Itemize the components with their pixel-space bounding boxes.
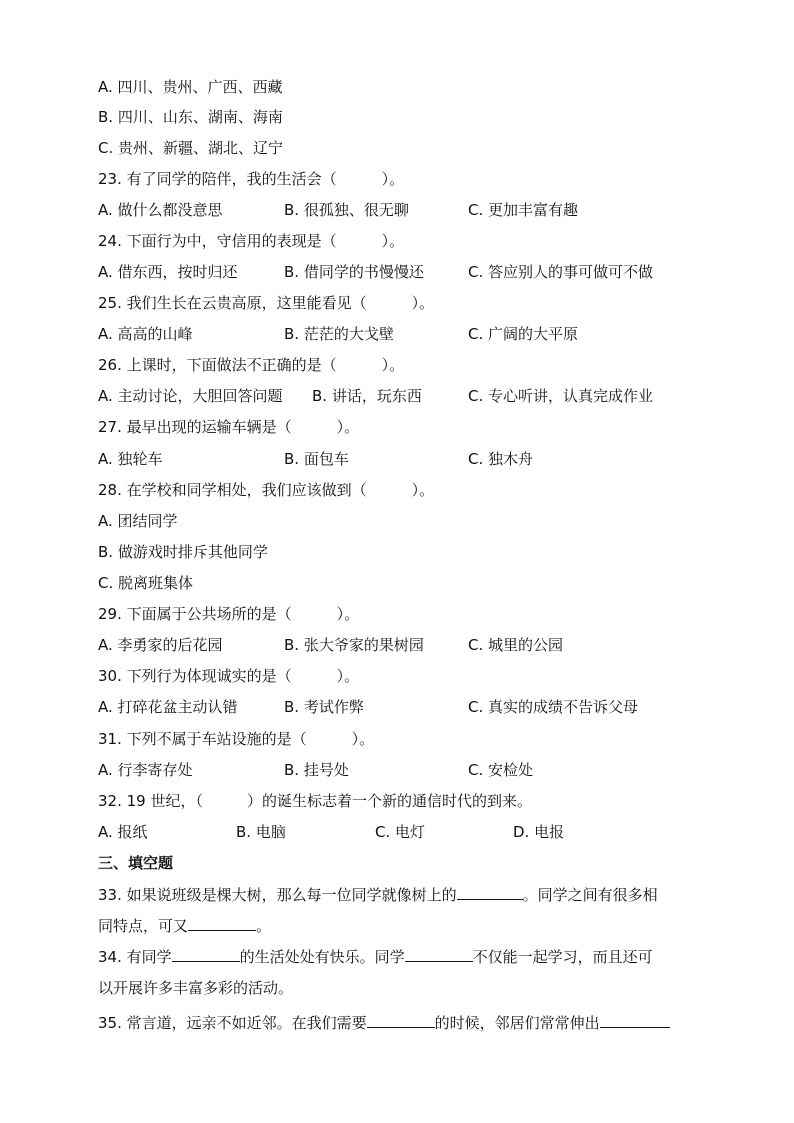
q32-option-b: B. 电脑: [236, 823, 286, 841]
q30-option-a: A. 打碎花盆主动认错: [98, 698, 238, 716]
q33-line1: [98, 885, 698, 905]
q34-text-3: 不仅能一起学习，而且还可: [472, 948, 653, 966]
q34-blank-2[interactable]: [405, 947, 473, 962]
q24-option-a: A. 借东西，按时归还: [98, 263, 238, 281]
q23-option-a: A. 做什么都没意思: [98, 201, 223, 219]
q34-blank-1[interactable]: [172, 947, 240, 962]
q25-option-b: B. 茫茫的大戈壁: [284, 325, 394, 343]
q35-blank-1[interactable]: [367, 1013, 435, 1028]
q35-text-1: 35. 常言道，远亲不如近邻。在我们需要: [98, 1014, 367, 1032]
q26-option-c: C. 专心听讲，认真完成作业: [468, 387, 654, 405]
q27-option-b: B. 面包车: [284, 450, 349, 468]
q30-option-c: C. 真实的成绩不告诉父母: [468, 698, 639, 716]
q25-stem: 25. 我们生长在云贵高原，这里能看见（ ）。: [98, 294, 435, 312]
q33-text-4: 。: [256, 917, 272, 935]
q28-option-b: B. 做游戏时排斥其他同学: [98, 543, 268, 561]
q29-stem: 29. 下面属于公共场所的是（ ）。: [98, 605, 360, 623]
q32-stem-end: ）的诞生标志着一个新的通信时代的到来。: [246, 792, 532, 810]
q31-stem: 31. 下列不属于车站设施的是（ ）。: [98, 730, 375, 748]
q31-option-c: C. 安检处: [468, 761, 534, 779]
q23-stem: 23. 有了同学的陪伴，我的生活会（ ）。: [98, 170, 405, 188]
q26-option-b: B. 讲话，玩东西: [312, 387, 422, 405]
q29-option-a: A. 李勇家的后花园: [98, 636, 223, 654]
q30-stem: 30. 下列行为体现诚实的是（ ）。: [98, 667, 360, 685]
q32-option-a: A. 报纸: [98, 823, 148, 841]
q24-stem: 24. 下面行为中，守信用的表现是（ ）。: [98, 232, 405, 250]
q26-option-a: A. 主动讨论，大胆回答问题: [98, 387, 283, 405]
q27-option-c: C. 独木舟: [468, 450, 534, 468]
q35-text-2: 的时候，邻居们常常伸出: [434, 1014, 600, 1032]
q28-option-c: C. 脱离班集体: [98, 574, 194, 592]
q29-option-b: B. 张大爷家的果树园: [284, 636, 424, 654]
q33-text-1: 33. 如果说班级是棵大树，那么每一位同学就像树上的: [98, 886, 457, 904]
q33-blank-2[interactable]: [188, 916, 256, 931]
q24-option-c: C. 答应别人的事可做可不做: [468, 263, 654, 281]
q26-stem: 26. 上课时，下面做法不正确的是（ ）。: [98, 356, 405, 374]
q28-stem: 28. 在学校和同学相处，我们应该做到（ ）。: [98, 481, 435, 499]
section-fill-in-title: 三、填空题: [98, 854, 174, 872]
q27-option-a: A. 独轮车: [98, 450, 163, 468]
q28-option-a: A. 团结同学: [98, 512, 178, 530]
q33-text-2: 。同学之间有很多相: [522, 886, 658, 904]
q31-option-a: A. 行李寄存处: [98, 761, 193, 779]
q27-stem: 27. 最早出现的运输车辆是（ ）。: [98, 418, 360, 436]
q35-line1: [98, 1013, 698, 1033]
q22-option-b: B. 四川、山东、湖南、海南: [98, 108, 283, 126]
q33-line2: [98, 916, 698, 936]
q33-text-3: 同特点，可又: [98, 917, 189, 935]
q29-option-c: C. 城里的公园: [468, 636, 564, 654]
q34-text-2: 的生活处处有快乐。同学: [239, 948, 405, 966]
q32-option-d: D. 电报: [513, 823, 565, 841]
q22-option-c: C. 贵州、新疆、湖北、辽宁: [98, 139, 284, 157]
q32-stem-start: 32. 19 世纪，（: [98, 792, 203, 810]
q34-text-1: 34. 有同学: [98, 948, 172, 966]
q32-stem: [98, 791, 698, 811]
q23-option-c: C. 更加丰富有趣: [468, 201, 579, 219]
q31-option-b: B. 挂号处: [284, 761, 349, 779]
q35-blank-2[interactable]: [600, 1013, 670, 1028]
q24-option-b: B. 借同学的书慢慢还: [284, 263, 424, 281]
q34-line2: 以开展许多丰富多彩的活动。: [98, 979, 294, 997]
q23-option-b: B. 很孤独、很无聊: [284, 201, 409, 219]
q30-option-b: B. 考试作弊: [284, 698, 364, 716]
q22-option-a: A. 四川、贵州、广西、西藏: [98, 78, 283, 96]
q25-option-c: C. 广阔的大平原: [468, 325, 579, 343]
q34-line1: [98, 947, 698, 967]
q25-option-a: A. 高高的山峰: [98, 325, 193, 343]
q33-blank-1[interactable]: [457, 885, 523, 900]
q32-option-c: C. 电灯: [375, 823, 426, 841]
